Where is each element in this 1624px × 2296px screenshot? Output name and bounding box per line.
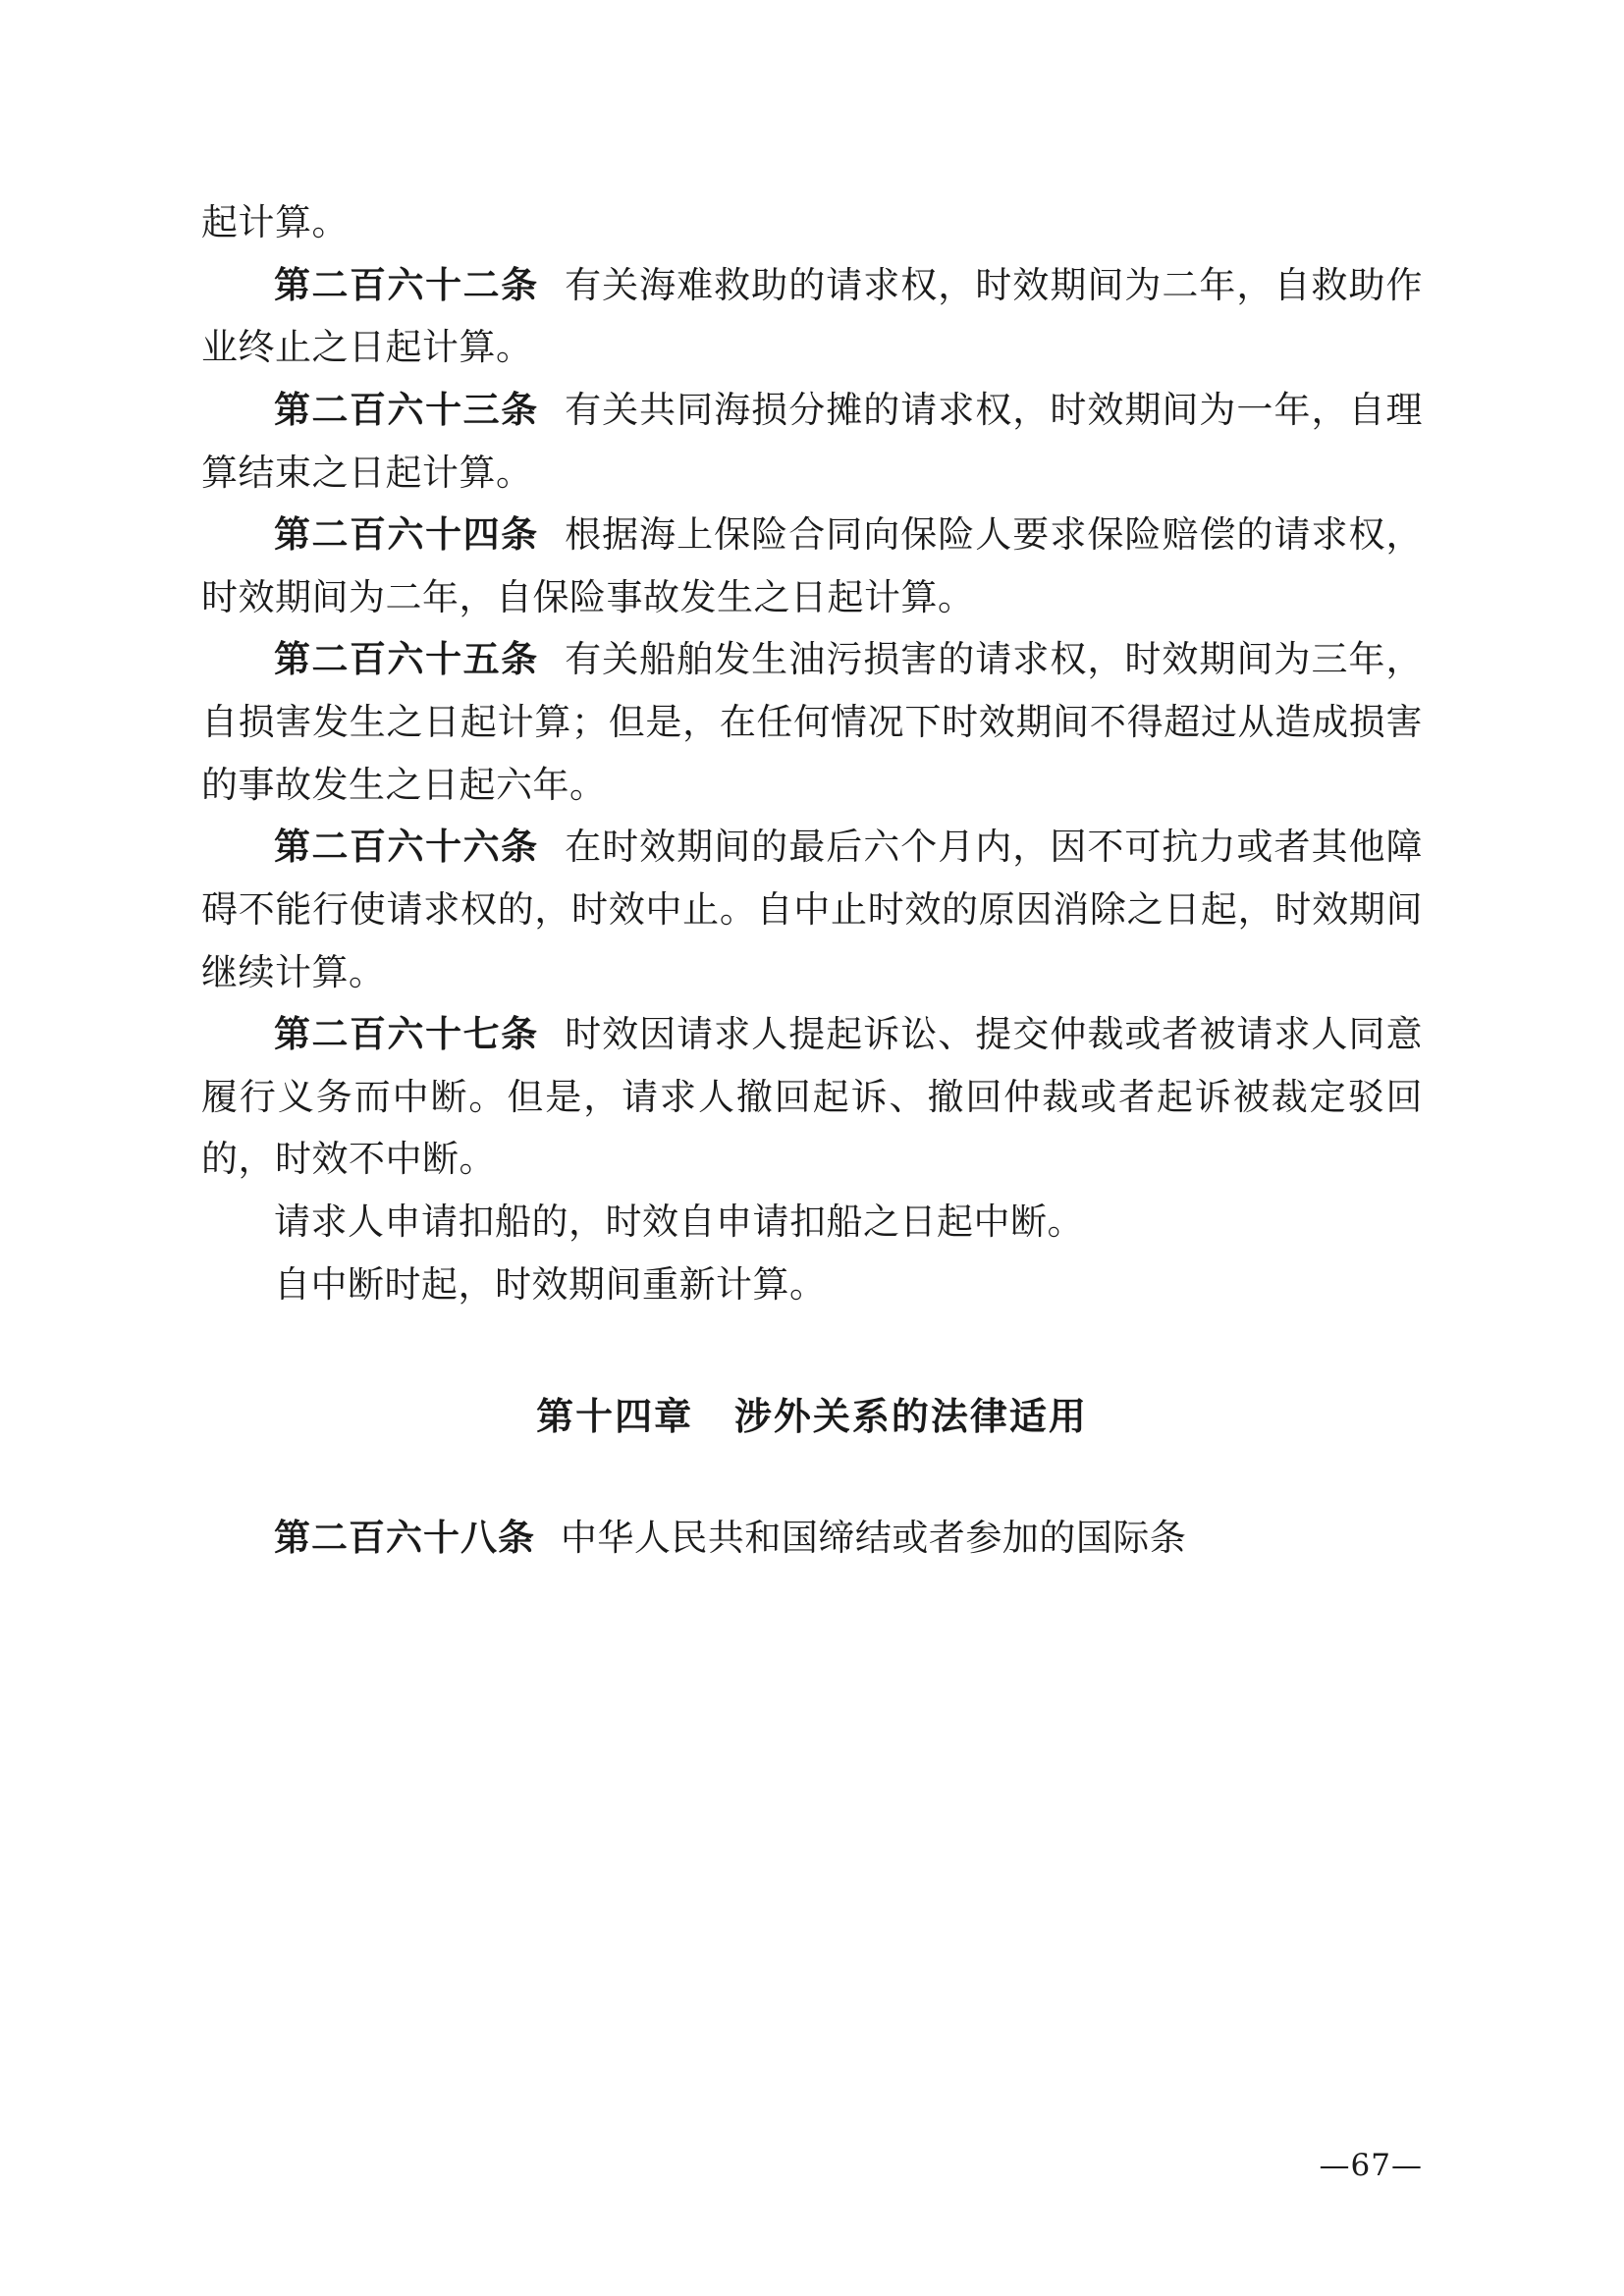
paragraph-continued <box>201 191 1423 254</box>
article-text: 有关船舶发生油污损害的请求权，时效期间为三年，自损害发生之日起计算；但是，在任何情况下时效期间不得超过从造成损害的事故发生之日起六年。 <box>201 638 1424 806</box>
paragraph-267-3 <box>201 1254 1423 1316</box>
article-264 <box>201 504 1423 628</box>
paragraph-text: 请求人申请扣船的，时效自申请扣船之日起中断。 <box>274 1201 1084 1243</box>
article-text: 在时效期间的最后六个月内，因不可抗力或者其他障碍不能行使请求权的，时效中止。自中止时效的原因消除之日起，时效期间继续计算。 <box>201 826 1424 993</box>
article-text: 有关共同海损分摊的请求权，时效期间为一年，自理算结束之日起计算。 <box>201 388 1424 494</box>
body-text-block-after-heading <box>201 1507 1423 1570</box>
article-label: 第二百六十八条 <box>274 1516 535 1560</box>
paragraph-267-2 <box>201 1191 1423 1254</box>
article-text: 有关海难救助的请求权，时效期间为二年，自救助作业终止之日起计算。 <box>201 263 1424 369</box>
article-266 <box>201 816 1423 1003</box>
article-label: 第二百六十七条 <box>274 1012 539 1056</box>
body-text-block <box>201 191 1423 1315</box>
article-text: 时效因请求人提起诉讼、提交仲裁或者被请求人同意履行义务而中断。但是，请求人撤回起诉、撤回仲裁或者起诉被裁定驳回的，时效不中断。 <box>201 1013 1424 1181</box>
article-label: 第二百六十二条 <box>274 262 539 306</box>
article-label: 第二百六十五条 <box>274 637 539 681</box>
article-label: 第二百六十六条 <box>274 825 539 869</box>
article-268 <box>201 1507 1423 1570</box>
chapter-title: 涉外关系的法律适用 <box>733 1395 1088 1439</box>
article-267 <box>201 1003 1423 1191</box>
article-263 <box>201 379 1423 504</box>
paragraph-text: 自中断时起，时效期间重新计算。 <box>274 1262 827 1306</box>
page-number: —67— <box>1319 2148 1423 2183</box>
article-262 <box>201 254 1423 379</box>
article-label: 第二百六十三条 <box>274 387 539 431</box>
article-265 <box>201 628 1423 816</box>
article-text: 根据海上保险合同向保险人要求保险赔偿的请求权，时效期间为二年，自保险事故发生之日起计算。 <box>201 513 1424 618</box>
paragraph-text: 起计算。 <box>201 201 349 243</box>
chapter-number: 第十四章 <box>536 1395 694 1439</box>
article-label: 第二百六十四条 <box>274 512 539 557</box>
chapter-heading <box>201 1386 1423 1440</box>
article-text: 中华人民共和国缔结或者参加的国际条 <box>560 1517 1187 1560</box>
